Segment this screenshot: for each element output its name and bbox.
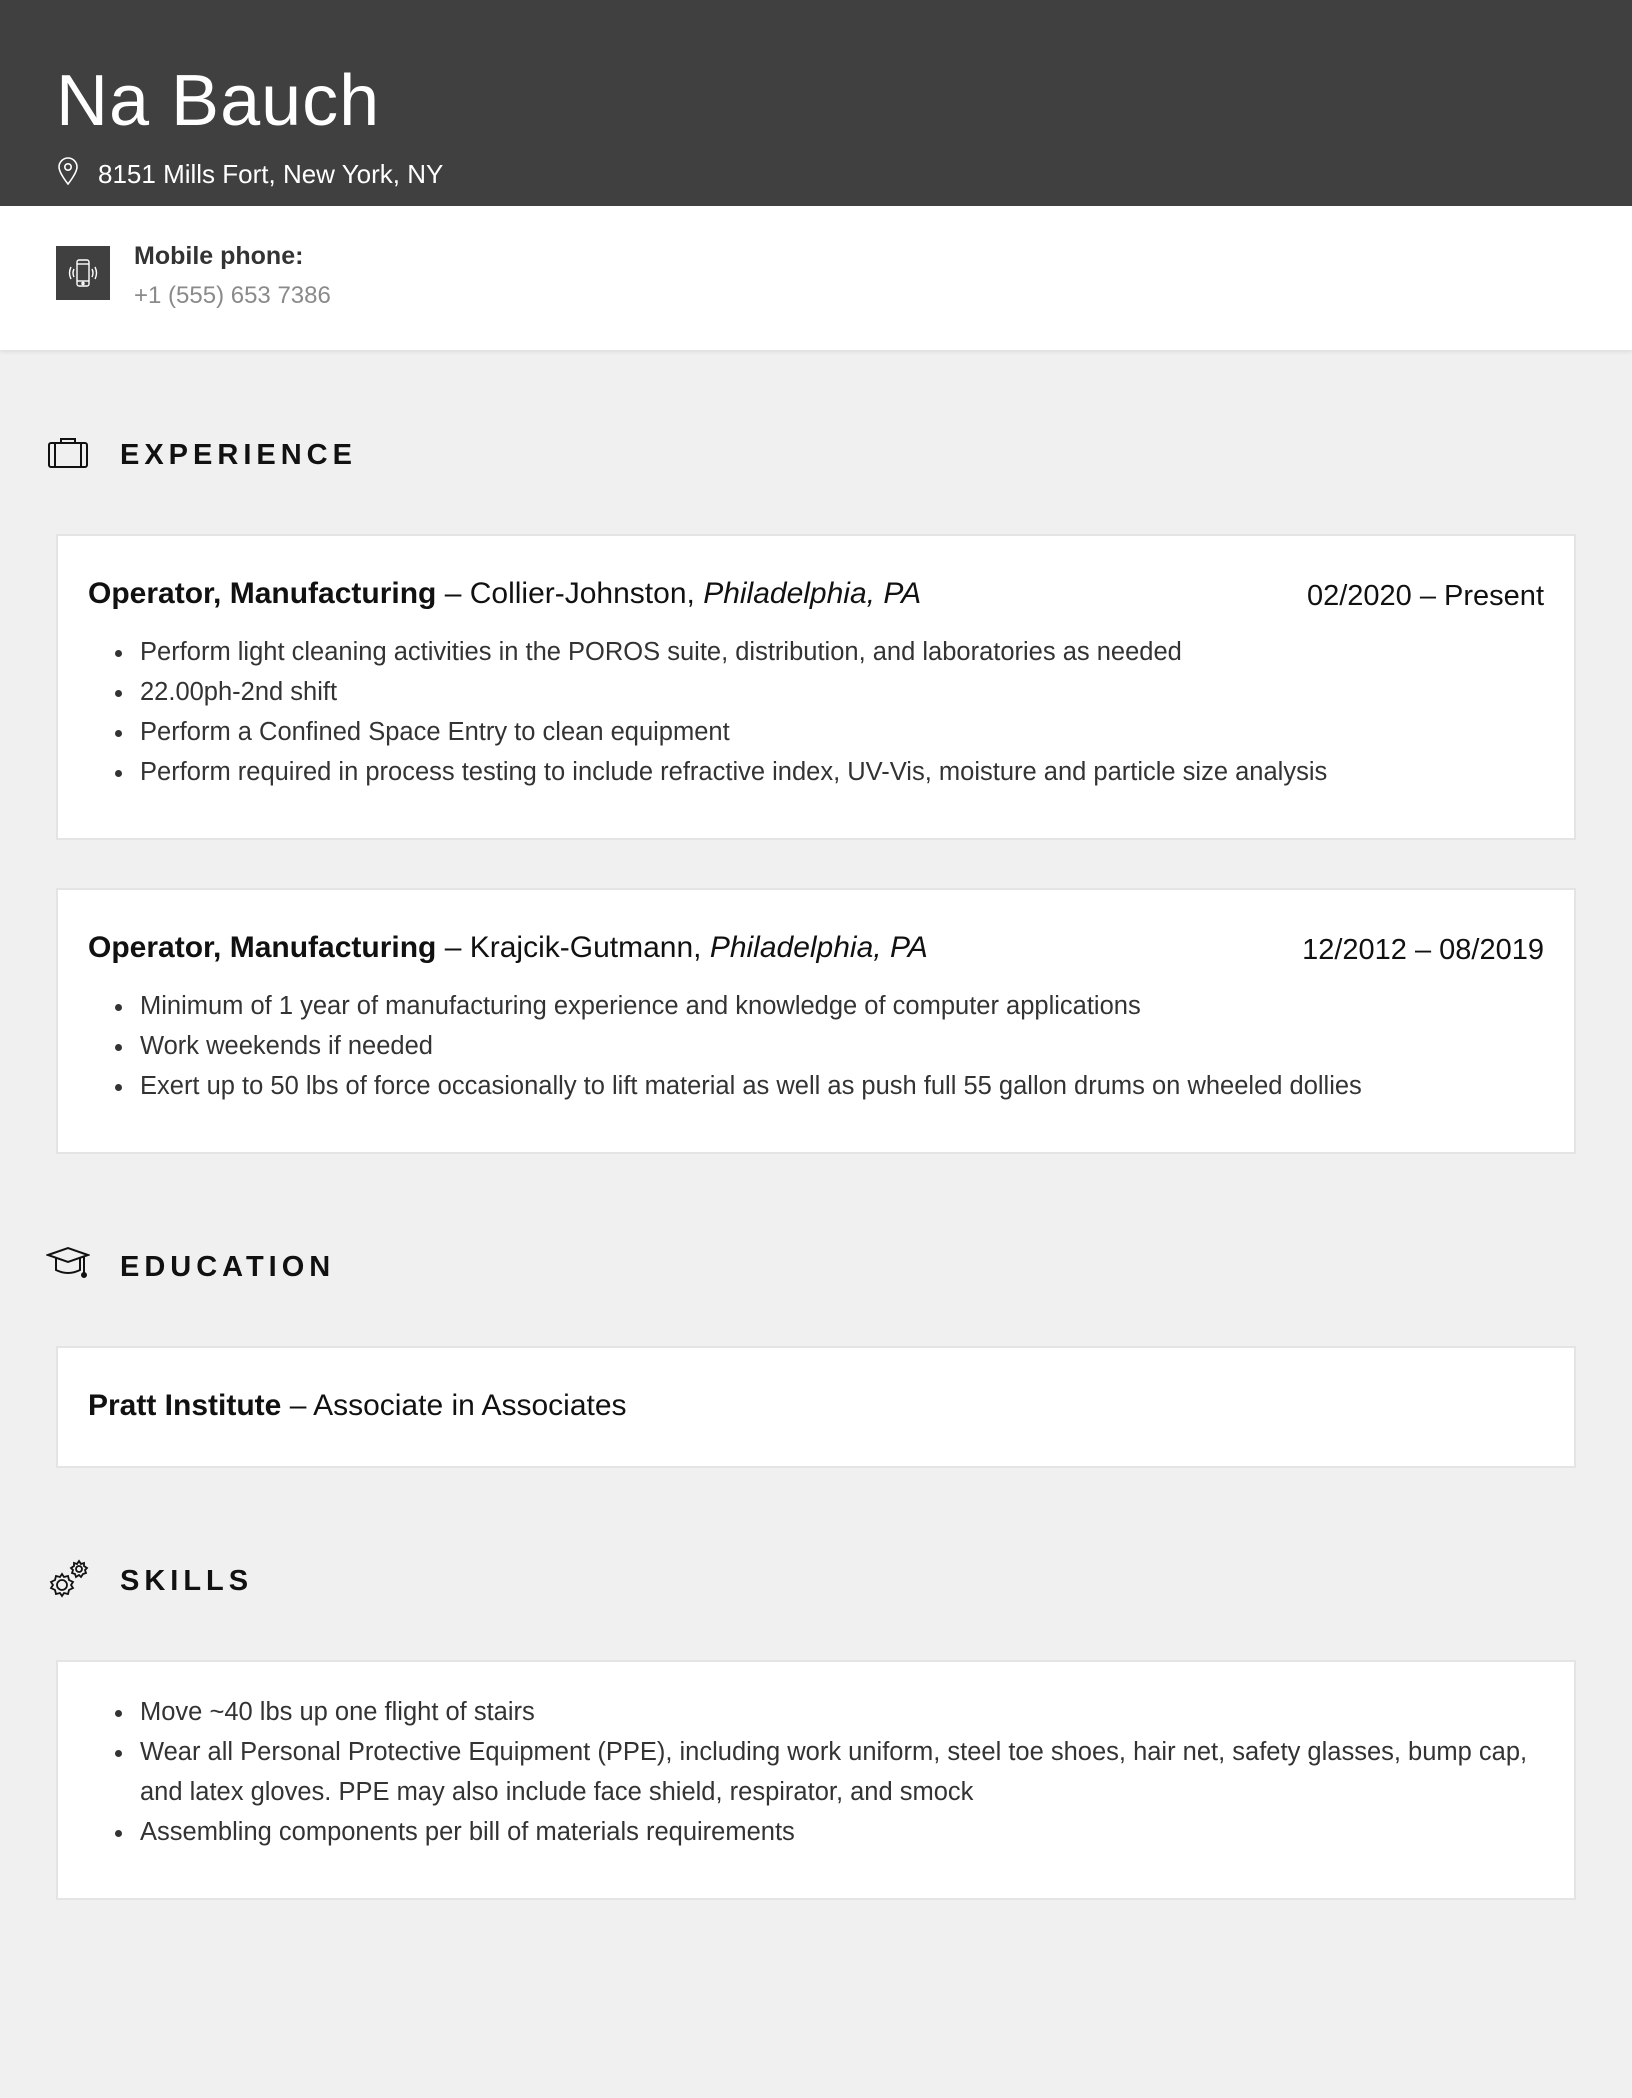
candidate-name: Na Bauch (56, 61, 381, 141)
list-item: • 22.00ph-2nd shift (136, 672, 1544, 712)
experience-title: EXPERIENCE (120, 438, 357, 471)
job-location: Philadelphia, PA (709, 931, 928, 964)
address-text: 8151 Mills Fort, New York, NY (98, 158, 444, 189)
company-comma: , (686, 577, 704, 610)
skills-section-heading (46, 1556, 253, 1606)
list-item: • Perform required in process testing to include refractive index, UV-Vis, moisture and particle size analysis (136, 752, 1544, 792)
location-pin-icon (56, 156, 80, 193)
company-comma: , (693, 931, 710, 964)
mobile-phone-icon (56, 246, 110, 300)
graduation-cap-icon (46, 1243, 90, 1292)
list-item: • Minimum of 1 year of manufacturing experience and knowledge of computer applications (136, 986, 1544, 1026)
contact-bar (0, 206, 1632, 350)
degree-name: Associate in Associates (313, 1389, 627, 1422)
job-dates: 02/2020 – Present (1306, 580, 1544, 612)
job-bullet-list (136, 986, 1544, 1106)
job-location: Philadelphia, PA (703, 577, 922, 610)
education-separator: – (281, 1389, 314, 1422)
skills-bullet-list (136, 1692, 1544, 1852)
job-separator: – (436, 577, 470, 610)
skills-card (56, 1660, 1576, 1900)
company-name: Collier-Johnston (469, 577, 687, 610)
list-item: • Work weekends if needed (136, 1026, 1544, 1066)
phone-label: Mobile phone: (134, 242, 304, 270)
list-item: • Wear all Personal Protective Equipment (PPE), including work uniform, steel toe shoes, hair net, safety glasses, bump cap, and latex gloves. PPE may also include face shield, respirator, and smock (136, 1732, 1544, 1812)
education-section-heading (46, 1242, 335, 1292)
list-item: • Assembling components per bill of materials requirements (136, 1812, 1544, 1852)
list-item: • Perform a Confined Space Entry to clean equipment (136, 712, 1544, 752)
company-name: Krajcik-Gutmann (469, 931, 694, 964)
education-entry (88, 1386, 627, 1426)
education-title: EDUCATION (120, 1250, 336, 1283)
briefcase-icon (46, 431, 90, 480)
job-title: Operator, Manufacturing (88, 931, 437, 964)
resume-header (0, 0, 1632, 206)
gears-icon (46, 1557, 90, 1606)
job-separator: – (436, 931, 470, 964)
list-item: • Perform light cleaning activities in the POROS suite, distribution, and laboratories as needed (136, 632, 1544, 672)
phone-number: +1 (555) 653 7386 (134, 282, 331, 309)
experience-section-heading (46, 430, 357, 480)
address-row (56, 156, 443, 192)
education-card (56, 1346, 1576, 1468)
list-item: • Move ~40 lbs up one flight of stairs (136, 1692, 1544, 1732)
list-item: • Exert up to 50 lbs of force occasionally to lift material as well as push full 55 gallon drums on wheeled dollies (136, 1066, 1544, 1106)
school-name: Pratt Institute (88, 1389, 282, 1422)
job-title: Operator, Manufacturing (88, 577, 437, 610)
job-bullet-list (136, 632, 1544, 792)
experience-card (56, 534, 1576, 840)
job-dates: 12/2012 – 08/2019 (1302, 934, 1544, 966)
experience-card (56, 888, 1576, 1154)
skills-title: SKILLS (120, 1564, 254, 1597)
